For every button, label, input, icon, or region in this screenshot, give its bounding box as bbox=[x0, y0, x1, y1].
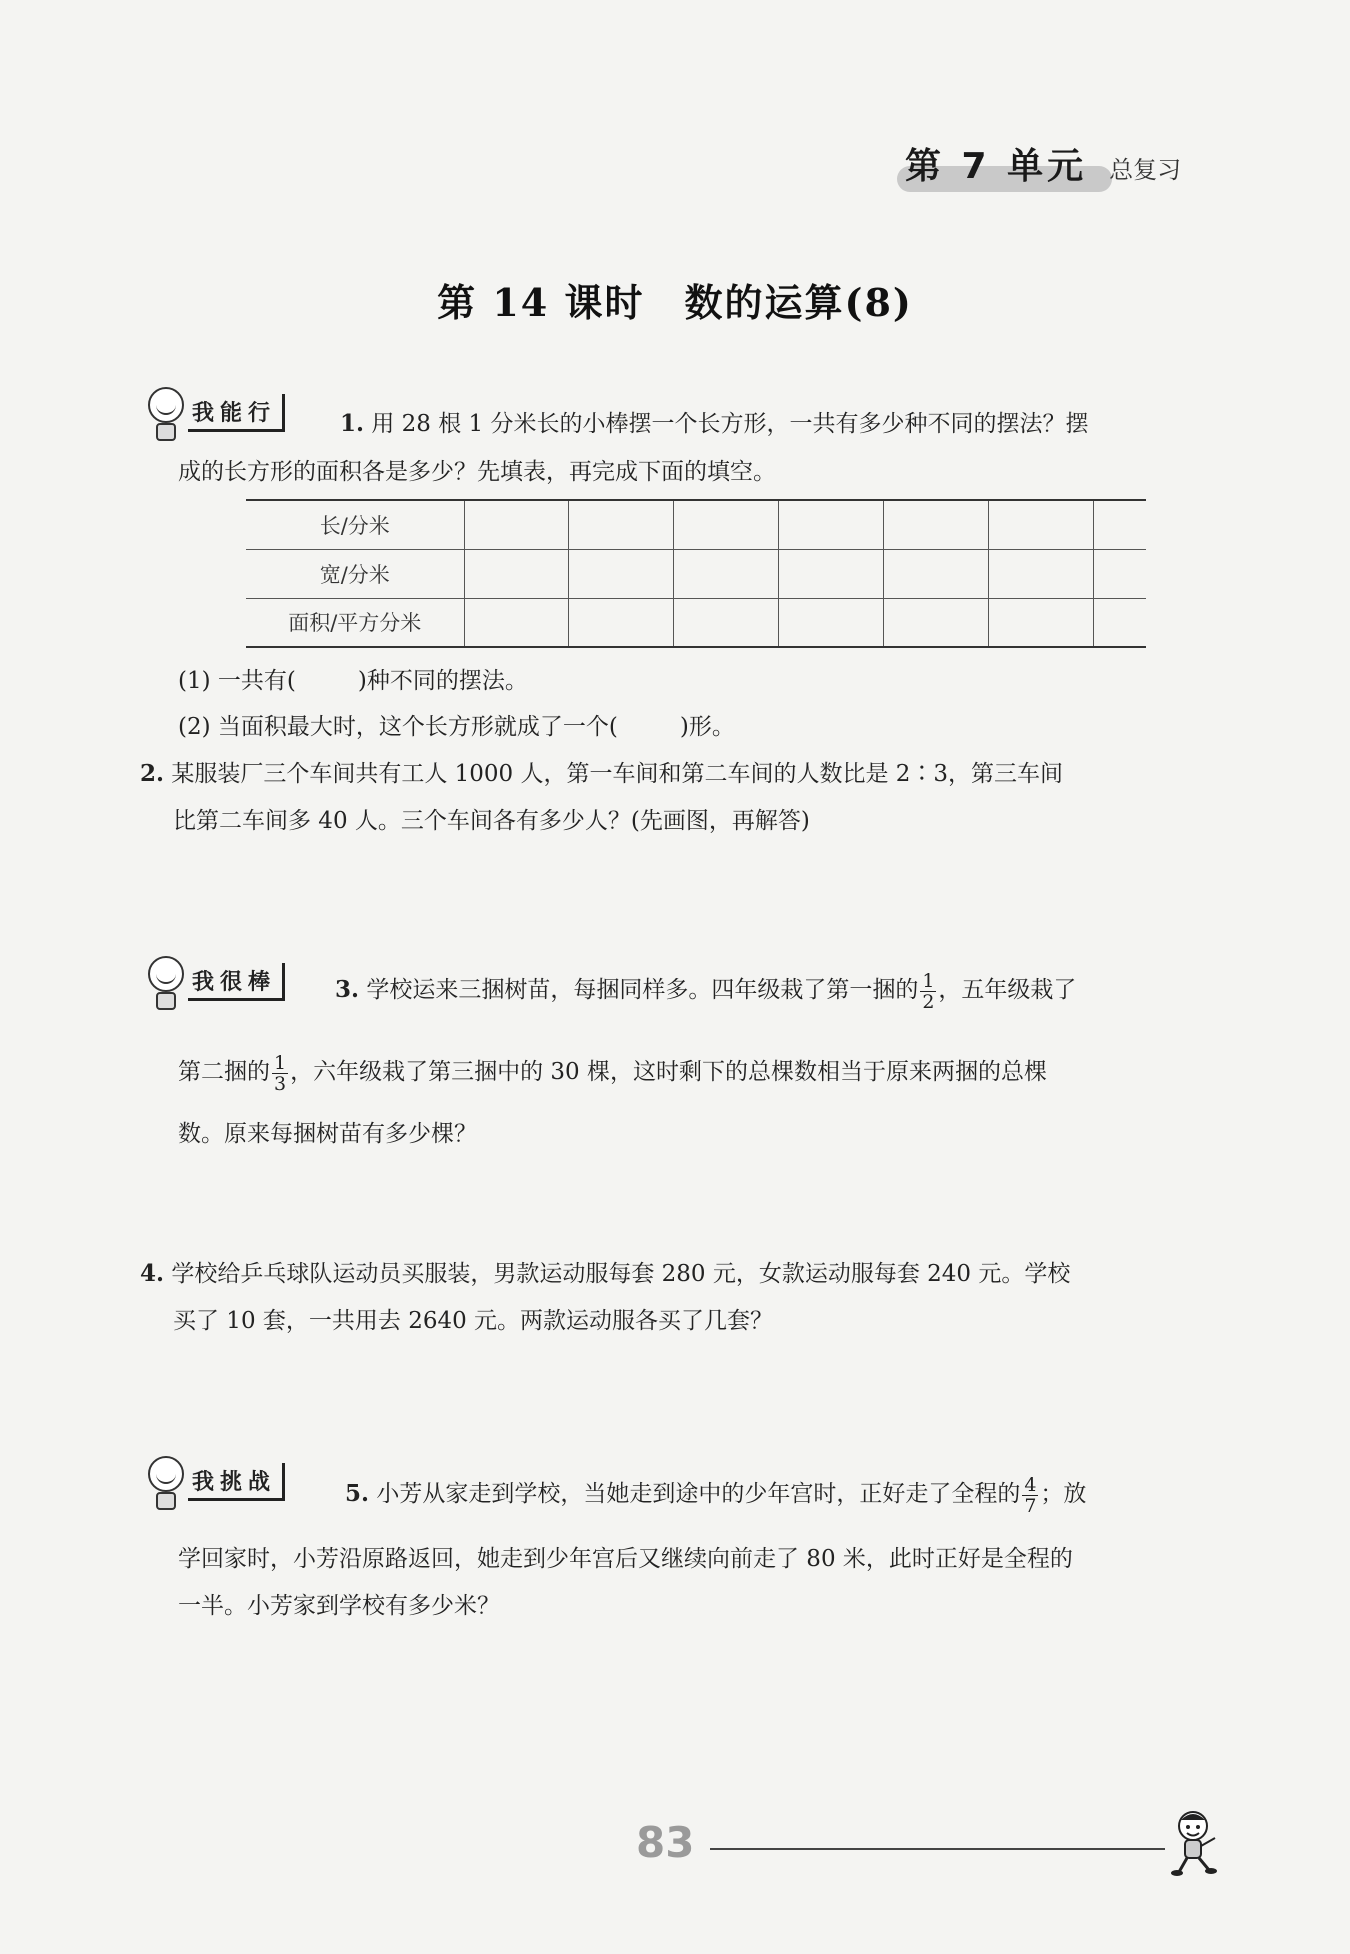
answer-cell[interactable] bbox=[1094, 549, 1146, 598]
answer-cell[interactable] bbox=[779, 549, 884, 598]
table-row bbox=[246, 500, 1146, 549]
answer-cell[interactable] bbox=[779, 598, 884, 647]
answer-cell[interactable] bbox=[779, 500, 884, 549]
running-mascot-icon bbox=[1165, 1808, 1225, 1878]
lesson-number: 第 14 课时 bbox=[437, 280, 645, 325]
question-number: 2. bbox=[140, 760, 165, 787]
answer-cell[interactable] bbox=[569, 500, 674, 549]
answer-cell[interactable] bbox=[884, 598, 989, 647]
q5-line1: 5. 小芳从家走到学校，当她走到途中的少年宫时，正好走了全程的 $\frac{4}{7}$ ；放 bbox=[345, 1473, 1087, 1517]
q3-line2: 第二捆的 $\frac{1}{3}$ ，六年级栽了第三捆中的 30 棵，这时剩下的总棵数相当于原来两捆的总棵 bbox=[178, 1051, 1047, 1095]
q2-line2: 比第二车间多 40 人。三个车间各有多少人？(先画图，再解答) bbox=[173, 808, 810, 834]
answer-cell[interactable] bbox=[989, 549, 1094, 598]
answer-cell[interactable] bbox=[989, 598, 1094, 647]
footer-rule bbox=[710, 1848, 1165, 1850]
row-header: 面积/平方分米 bbox=[246, 598, 464, 647]
q5-line2: 学回家时，小芳沿原路返回，她走到少年宫后又继续向前走了 80 米，此时正好是全程的 bbox=[178, 1546, 1073, 1572]
question-number: 5. bbox=[345, 1480, 370, 1507]
unit-title: 第 7 单元 bbox=[905, 146, 1088, 187]
unit-subtitle: 总复习 bbox=[1109, 156, 1182, 184]
answer-cell[interactable] bbox=[1094, 598, 1146, 647]
table-row bbox=[246, 549, 1146, 598]
question-number: 4. bbox=[140, 1260, 165, 1287]
q3-line1: 3. 学校运来三捆树苗，每捆同样多。四年级栽了第一捆的 $\frac{1}{2}$ ，五年级栽了 bbox=[335, 969, 1077, 1013]
answer-cell[interactable] bbox=[1094, 500, 1146, 549]
fraction: $\frac{4}{7}$ bbox=[1024, 1473, 1037, 1517]
q1-line1: 1. 用 28 根 1 分米长的小棒摆一个长方形，一共有多少种不同的摆法？摆 bbox=[340, 410, 1089, 437]
answer-cell[interactable] bbox=[569, 549, 674, 598]
q1-sub2: (2) 当面积最大时，这个长方形就成了一个( )形。 bbox=[178, 714, 735, 740]
q1-line2: 成的长方形的面积各是多少？先填表，再完成下面的填空。 bbox=[178, 459, 776, 485]
mascot-icon bbox=[142, 383, 194, 443]
answer-cell[interactable] bbox=[989, 500, 1094, 549]
q4-line2: 买了 10 套，一共用去 2640 元。两款运动服各买了几套？ bbox=[173, 1308, 774, 1334]
mascot-icon bbox=[142, 952, 194, 1012]
badge-challenge bbox=[142, 1452, 285, 1512]
q1-sub1: (1) 一共有( )种不同的摆法。 bbox=[178, 668, 528, 694]
row-header: 宽/分米 bbox=[246, 549, 464, 598]
mascot-icon bbox=[142, 1452, 194, 1512]
badge-can-do bbox=[142, 383, 285, 443]
q2-line1: 2. 某服装厂三个车间共有工人 1000 人，第一车间和第二车间的人数比是 2∶3，第三车间 bbox=[140, 760, 1064, 787]
lesson-title bbox=[0, 272, 1350, 327]
unit-header bbox=[905, 138, 1181, 189]
answer-cell[interactable] bbox=[674, 500, 779, 549]
badge-great bbox=[142, 952, 285, 1012]
answer-cell[interactable] bbox=[674, 598, 779, 647]
table-row bbox=[246, 598, 1146, 647]
answer-cell[interactable] bbox=[569, 598, 674, 647]
fraction: $\frac{1}{3}$ bbox=[274, 1051, 287, 1095]
question-number: 1. bbox=[340, 410, 365, 437]
answer-cell[interactable] bbox=[674, 549, 779, 598]
badge-label: 我能行 bbox=[188, 394, 285, 432]
q4-line1: 4. 学校给乒乓球队运动员买服装，男款运动服每套 280 元，女款运动服每套 240 元。学校 bbox=[140, 1260, 1071, 1287]
question-number: 3. bbox=[335, 976, 360, 1003]
q5-line3: 一半。小芳家到学校有多少米？ bbox=[178, 1593, 500, 1619]
page-number: 83 bbox=[636, 1818, 695, 1867]
row-header: 长/分米 bbox=[246, 500, 464, 549]
answer-cell[interactable] bbox=[464, 500, 569, 549]
answer-cell[interactable] bbox=[464, 549, 569, 598]
fraction: $\frac{1}{2}$ bbox=[922, 969, 935, 1013]
badge-label: 我很棒 bbox=[188, 963, 285, 1001]
answer-cell[interactable] bbox=[884, 500, 989, 549]
answer-cell[interactable] bbox=[884, 549, 989, 598]
badge-label: 我挑战 bbox=[188, 1463, 285, 1501]
dimension-table bbox=[246, 499, 1146, 648]
answer-cell[interactable] bbox=[464, 598, 569, 647]
lesson-topic: 数的运算(8) bbox=[684, 280, 913, 325]
q3-line3: 数。原来每捆树苗有多少棵？ bbox=[178, 1121, 477, 1147]
